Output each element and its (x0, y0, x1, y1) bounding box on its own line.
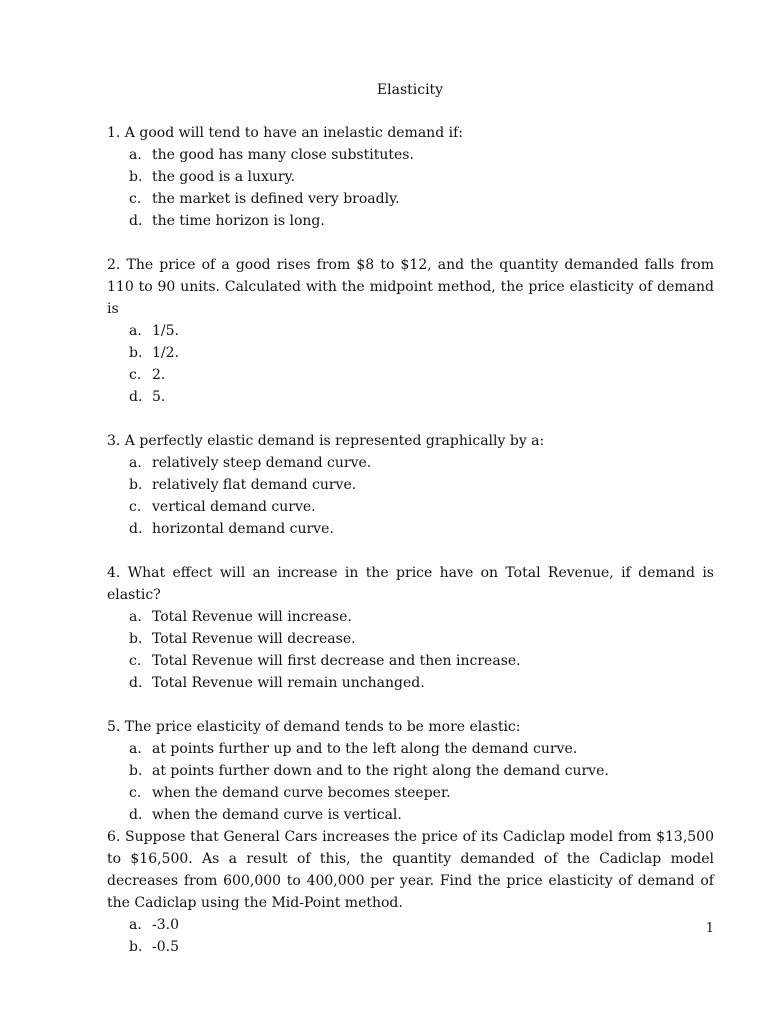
option-letter: c. (129, 653, 142, 669)
option-letter: d. (129, 521, 143, 537)
option-text: when the demand curve is vertical. (152, 807, 402, 823)
answer-options (107, 606, 714, 694)
question-6 (107, 826, 714, 958)
answer-option (107, 474, 714, 496)
option-text: 5. (152, 389, 166, 405)
option-text: Total Revenue will decrease. (152, 631, 356, 647)
question-2 (107, 254, 714, 408)
question-stem: 1. A good will tend to have an inelastic demand if: (107, 125, 463, 141)
option-letter: b. (129, 477, 143, 493)
question-1 (107, 122, 714, 232)
question-stem: 6. Suppose that General Cars increases the price of its Cadiclap model from $13,500 to $16,500. As a result of this, the quantity demanded of the Cadiclap model decreases from 600,000 to 400,000 per year. Find the price elasticity of demand of the Cadiclap using the Mid-Point method. (107, 829, 714, 911)
answer-option (107, 518, 714, 540)
question-stem: 4. What effect will an increase in the price have on Total Revenue, if demand is elastic? (107, 565, 714, 603)
answer-options (107, 144, 714, 232)
option-letter: c. (129, 191, 142, 207)
question-stem: 3. A perfectly elastic demand is represented graphically by a: (107, 433, 545, 449)
question-stem: 2. The price of a good rises from $8 to $12, and the quantity demanded falls from 110 to 90 units. Calculated with the midpoint method, the price elasticity of demand is (107, 257, 714, 317)
option-letter: a. (129, 147, 142, 163)
option-letter: b. (129, 939, 143, 955)
answer-option (107, 364, 714, 386)
option-text: horizontal demand curve. (152, 521, 334, 537)
question-3 (107, 430, 714, 540)
option-letter: d. (129, 675, 143, 691)
answer-option (107, 760, 714, 782)
option-text: the good has many close substitutes. (152, 147, 414, 163)
option-letter: a. (129, 455, 142, 471)
answer-option (107, 342, 714, 364)
answer-options (107, 738, 714, 826)
answer-option (107, 144, 714, 166)
question-4 (107, 562, 714, 694)
option-letter: a. (129, 741, 142, 757)
answer-option (107, 606, 714, 628)
answer-option (107, 452, 714, 474)
option-text: Total Revenue will first decrease and then increase. (152, 653, 521, 669)
option-letter: a. (129, 323, 142, 339)
answer-options (107, 320, 714, 408)
option-text: at points further down and to the right along the demand curve. (152, 763, 609, 779)
answer-option (107, 628, 714, 650)
answer-option (107, 672, 714, 694)
answer-option (107, 496, 714, 518)
option-text: Total Revenue will remain unchanged. (152, 675, 425, 691)
question-list (107, 122, 714, 958)
option-letter: d. (129, 389, 143, 405)
option-letter: d. (129, 213, 143, 229)
option-text: relatively flat demand curve. (152, 477, 357, 493)
option-text: the market is defined very broadly. (152, 191, 400, 207)
option-letter: b. (129, 169, 143, 185)
option-text: 1/5. (152, 323, 179, 339)
option-text: 2. (152, 367, 166, 383)
document-title: Elasticity (376, 82, 444, 98)
option-letter: c. (129, 367, 142, 383)
option-text: 1/2. (152, 345, 179, 361)
question-5 (107, 716, 714, 826)
answer-option (107, 782, 714, 804)
option-letter: d. (129, 807, 143, 823)
answer-option (107, 188, 714, 210)
option-letter: a. (129, 917, 142, 933)
option-letter: b. (129, 631, 143, 647)
option-text: Total Revenue will increase. (152, 609, 352, 625)
answer-options (107, 452, 714, 540)
option-letter: b. (129, 763, 143, 779)
answer-option (107, 166, 714, 188)
answer-option (107, 804, 714, 826)
answer-option (107, 650, 714, 672)
option-letter: c. (129, 785, 142, 801)
answer-option (107, 914, 714, 936)
answer-option (107, 386, 714, 408)
option-text: -0.5 (152, 939, 179, 955)
answer-option (107, 738, 714, 760)
answer-options (107, 914, 714, 958)
option-text: relatively steep demand curve. (152, 455, 372, 471)
answer-option (107, 320, 714, 342)
option-text: -3.0 (152, 917, 179, 933)
answer-option (107, 936, 714, 958)
option-letter: b. (129, 345, 143, 361)
option-text: the time horizon is long. (152, 213, 325, 229)
option-text: the good is a luxury. (152, 169, 296, 185)
question-stem: 5. The price elasticity of demand tends to be more elastic: (107, 719, 521, 735)
option-text: vertical demand curve. (152, 499, 316, 515)
option-text: at points further up and to the left along the demand curve. (152, 741, 578, 757)
option-letter: a. (129, 609, 142, 625)
page-number: 1 (705, 921, 714, 936)
answer-option (107, 210, 714, 232)
option-text: when the demand curve becomes steeper. (152, 785, 451, 801)
option-letter: c. (129, 499, 142, 515)
